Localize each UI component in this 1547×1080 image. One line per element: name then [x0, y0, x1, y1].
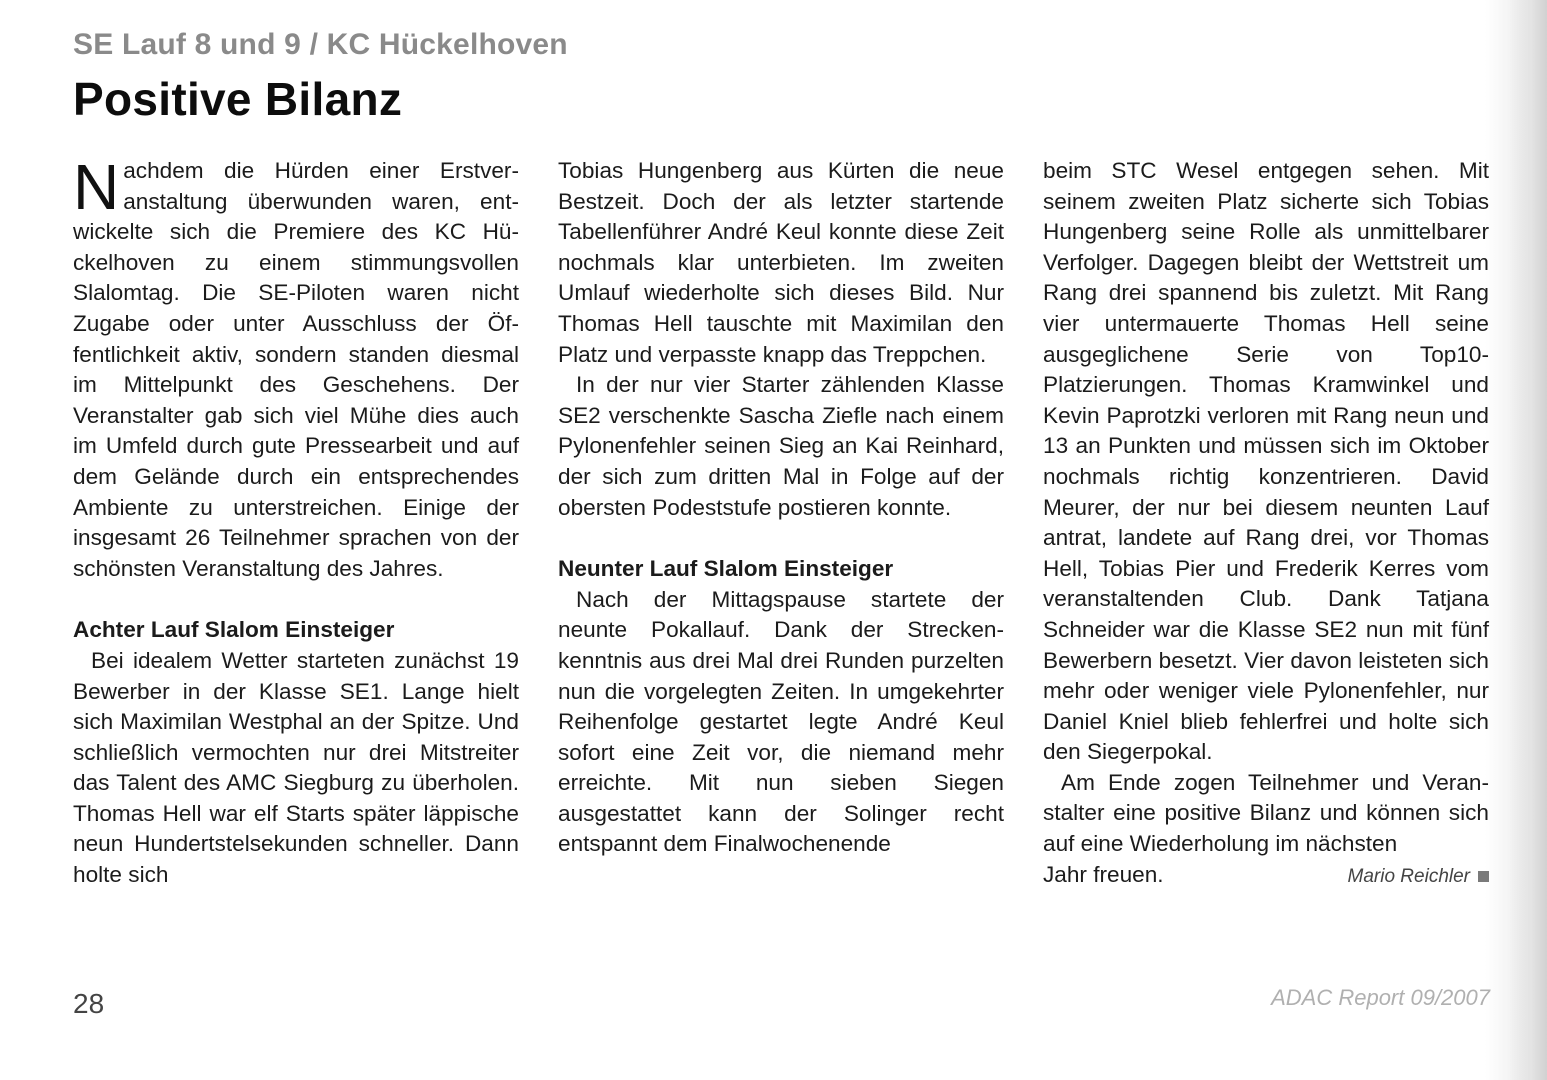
closing-text: Jahr freuen.	[1043, 861, 1164, 887]
section-spacer	[558, 523, 1004, 554]
subhead-achter-lauf: Achter Lauf Slalom Einsteiger	[73, 617, 395, 643]
paragraph-continued: beim STC Wesel entgegen sehen. Mit seinem zweiten Platz sicherte sich Tobias Hungenberg seine Rolle als unmittelbarer Verfolger. Dagegen bleibt der Wettstreit um Rang drei spannend bis zuletzt. Mit Rang vier untermauerte Thomas Hell seine ausgeglichene Serie von Top10-Platzierungen. Thomas Kramwinkel und Kevin Paprotzki verloren mit Rang neun und 13 an Punkten und müssen sich im Oktober nochmals richtig konzentrieren. David Meurer, der nur bei diesem neunten Lauf antrat, landete auf Rang drei, vor Thomas Hell, Tobias Pier und Frederik Kerres vom veranstaltenden Club. Dank Tatjana Schneider war die Klasse SE2 nun mit fünf Bewerbern besetzt. Vier davon leisteten sich mehr oder weniger viele Pylonenfehler, nur Daniel Kniel blieb fehlerfrei und holte sich den Siegerpokal.	[1043, 158, 1489, 765]
page-number: 28	[73, 988, 105, 1019]
page-edge-shadow	[1509, 0, 1547, 1080]
article-column-1	[73, 151, 519, 891]
intro-text: achdem die Hürden einer Erstveranstaltung überwunden waren, entwickelte sich die Premiere des KC Hückelhoven zu einem stimmungsvollen Slalomtag. Die SE-Piloten waren nicht Zugabe oder unter Ausschluss der Öffentlichkeit aktiv, sondern standen diesmal im Mittelpunkt des Geschehens. Der Veranstalter gab sich viel Mühe dies auch im Umfeld durch gute Pressearbeit und auf dem Gelände durch ein entsprechendes Ambiente zu unterstreichen. Einige der insgesamt 26 Teilnehmer sprachen von der schönsten Veranstaltung des Jahres.	[73, 158, 519, 581]
paragraph-neunter-lauf: Nach der Mittagspause startete der neunte Pokallauf. Dank der Streckenkenntnis aus drei Mal drei Runden purzelten nun die vorgelegten Zeiten. In umgekehrter Reihenfolge gestartet legte André Keul sofort eine Zeit vor, die niemand mehr erreichte. Mit nun sieben Siegen ausgestattet kann der Solinger recht entspannt dem Finalwochenende	[558, 586, 1004, 857]
author-signature	[1348, 860, 1489, 893]
intro-paragraph	[73, 151, 519, 584]
article-headline: Positive Bilanz	[73, 73, 403, 125]
paragraph-closing: Am Ende zogen Teilnehmer und Veranstalter eine positive Bilanz und können sich auf eine Wiederholung im nächsten	[1043, 769, 1489, 857]
drop-cap: N	[73, 151, 120, 223]
article-column-3	[1043, 156, 1489, 892]
end-mark-icon	[1478, 871, 1489, 882]
magazine-issue-label: ADAC Report 09/2007	[1271, 985, 1490, 1010]
paragraph-continued: Tobias Hungenberg aus Kürten die neue Bestzeit. Doch der als letzter startende Tabellenführer André Keul konnte diese Zeit nochmals klar unterbieten. Im zweiten Umlauf wiederholte sich dieses Bild. Nur Thomas Hell tauschte mit Maximilan den Platz und verpasste knapp das Treppchen.	[558, 158, 1004, 367]
paragraph-achter-lauf: Bei idealem Wetter starteten zunächst 19 Bewerber in der Klasse SE1. Lange hielt sich Maximilan Westphal an der Spitze. Und schließlich vermochten nur drei Mitstreiter das Talent des AMC Siegburg zu überholen. Thomas Hell war elf Starts später läppische neun Hundertstelsekunden schneller. Dann holte sich	[73, 647, 519, 888]
author-name: Mario Reichler	[1347, 865, 1470, 887]
subhead-neunter-lauf: Neunter Lauf Slalom Einsteiger	[558, 556, 894, 582]
closing-line	[1043, 860, 1489, 893]
paragraph-se2-class: In der nur vier Starter zählenden Klasse SE2 verschenkte Sascha Ziefle nach einem Pylonenfehler seinen Sieg an Kai Reinhard, der sich zum dritten Mal in Folge auf der obersten Podeststufe postieren konnte.	[558, 372, 1004, 520]
section-spacer	[73, 584, 519, 615]
article-column-2	[558, 156, 1004, 860]
article-kicker: SE Lauf 8 und 9 / KC Hückelhoven	[73, 28, 568, 61]
